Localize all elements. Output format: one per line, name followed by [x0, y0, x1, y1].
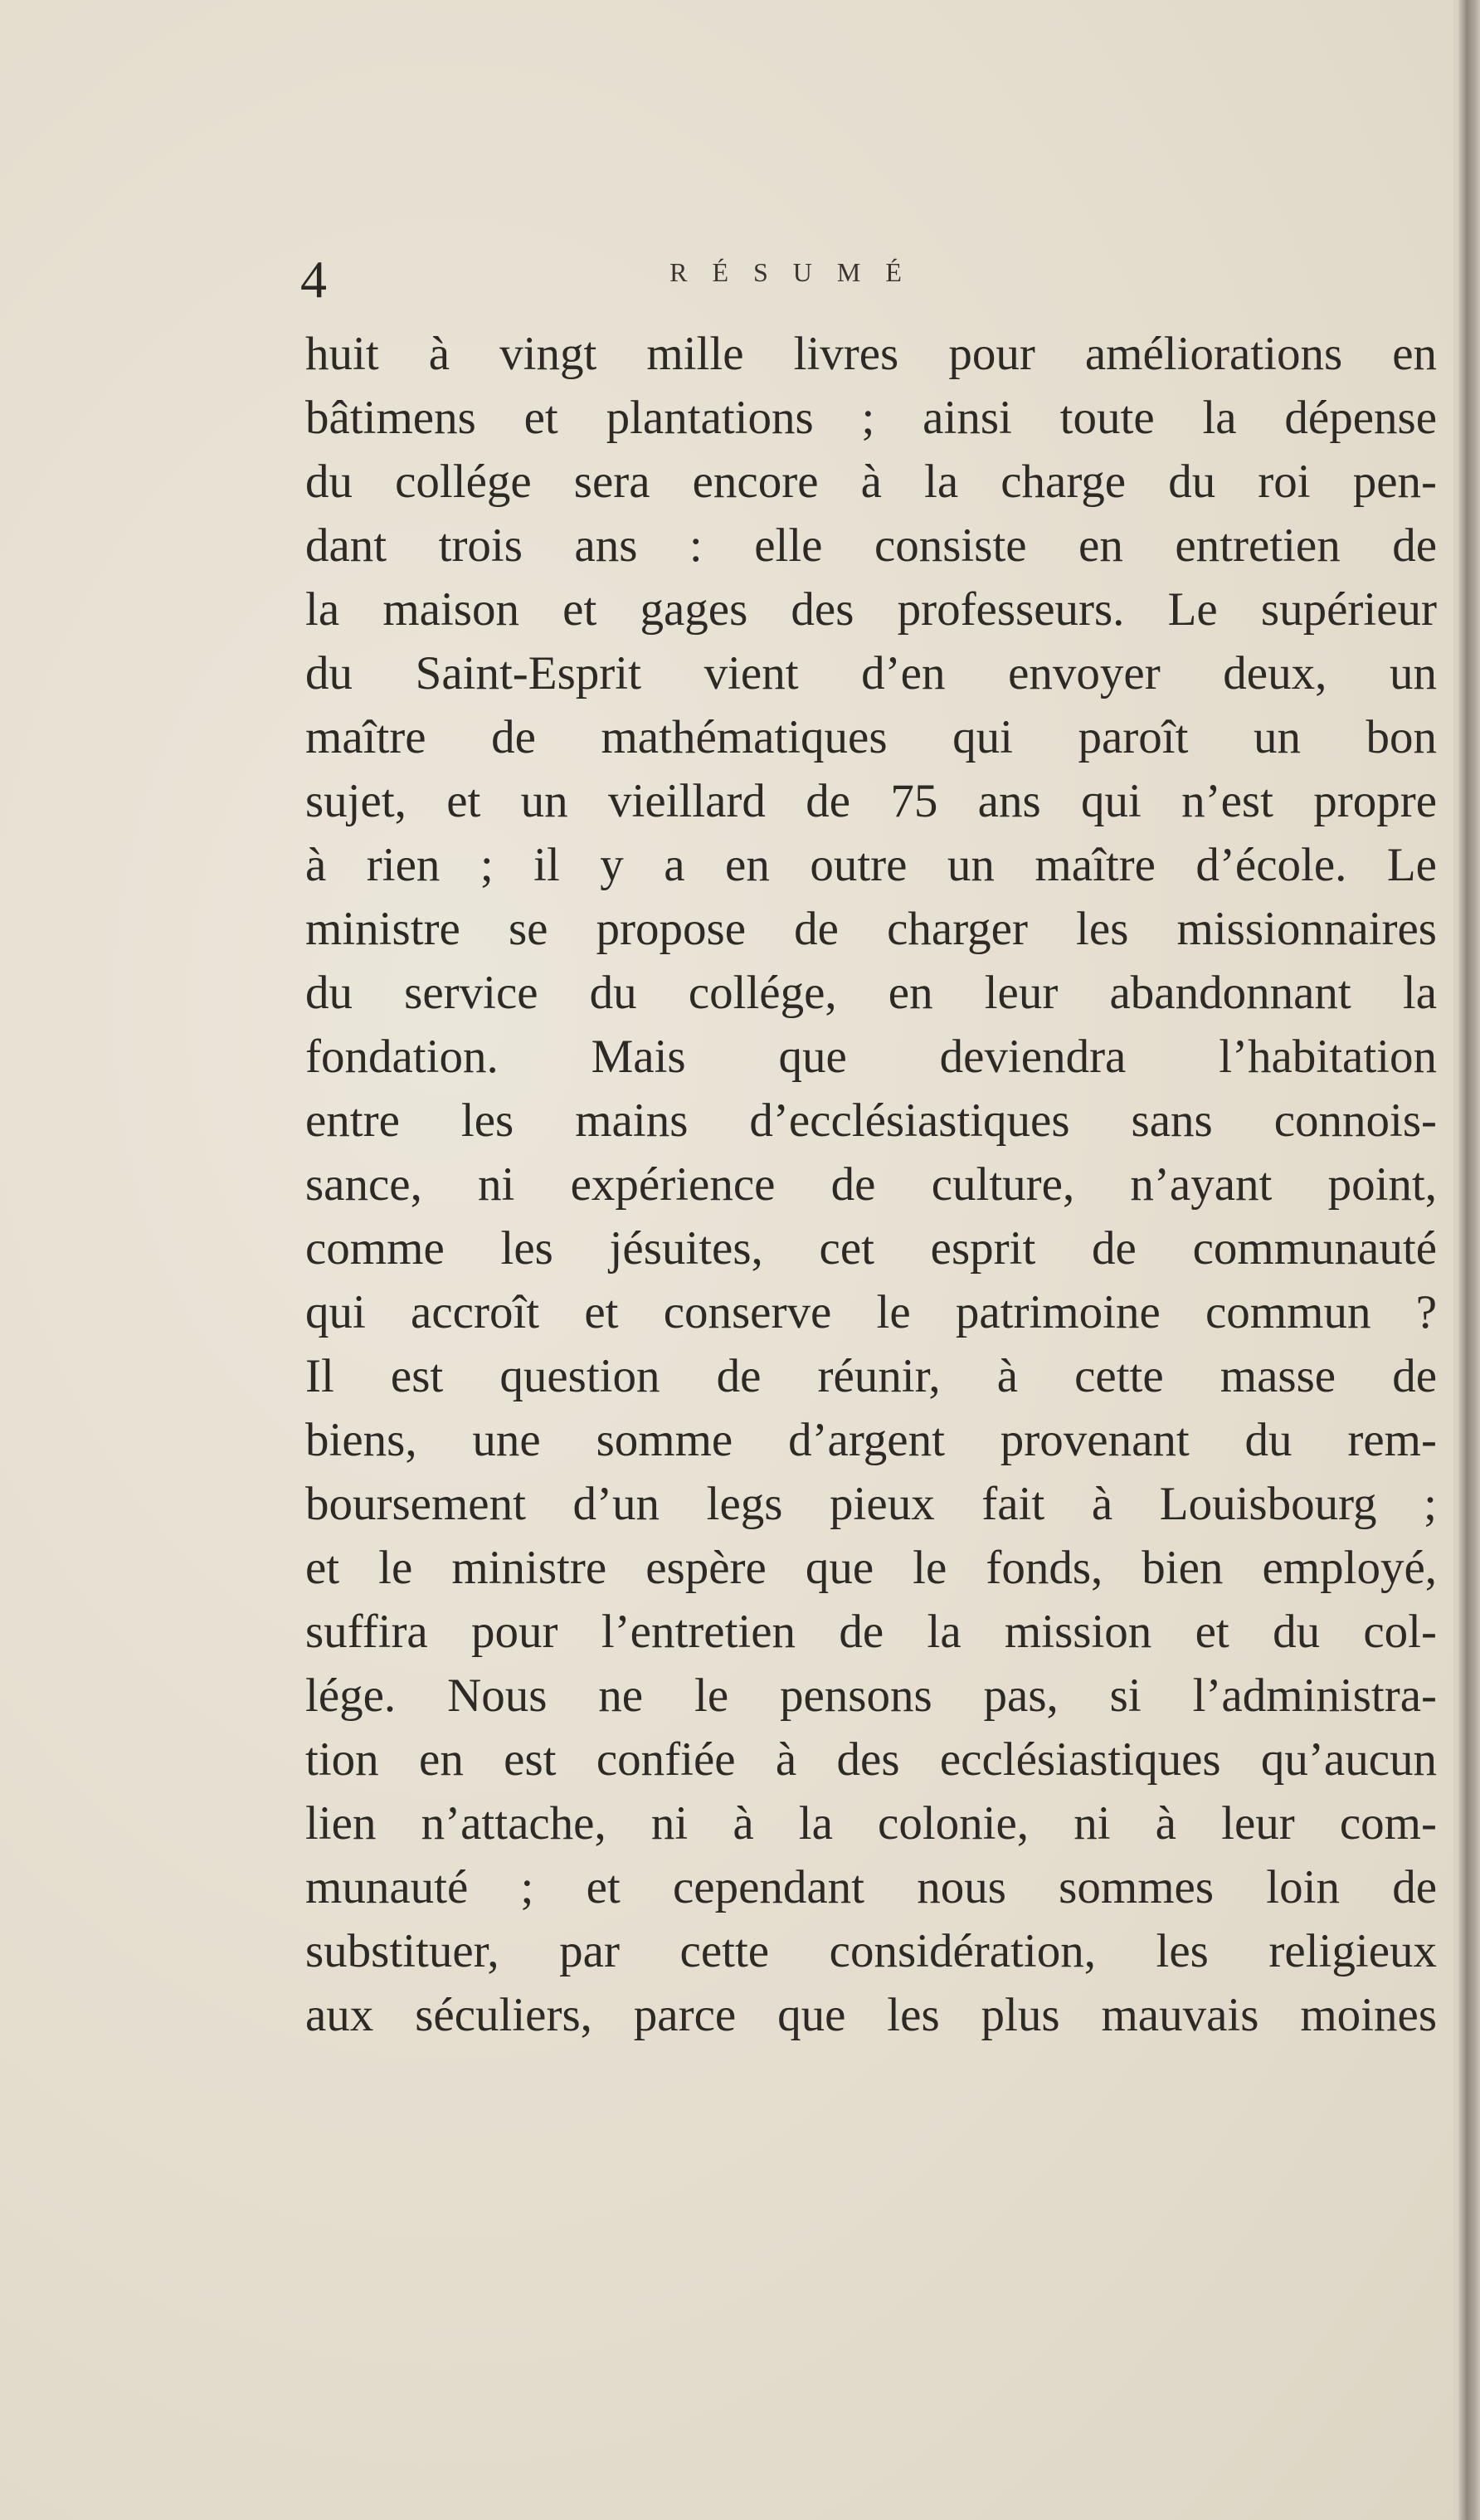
text-line: sujet, et un vieillard de 75 ans qui n’est propre — [305, 775, 1437, 827]
running-head: RÉSUMÉ — [669, 257, 927, 287]
text-line: entre les mains d’ecclésiastiques sans connois- — [305, 1094, 1437, 1147]
text-line: huit à vingt mille livres pour améliorations en — [305, 328, 1437, 380]
text-line: la maison et gages des professeurs. Le supérieur — [305, 583, 1437, 636]
text-line: du Saint-Esprit vient d’en envoyer deux, un — [305, 647, 1437, 699]
text-line: lien n’attache, ni à la colonie, ni à leur com- — [305, 1797, 1437, 1850]
page-number: 4 — [300, 250, 327, 309]
text-line: dant trois ans : elle consiste en entretien de — [305, 519, 1437, 572]
text-line: boursement d’un legs pieux fait à Louisbourg ; — [305, 1478, 1437, 1530]
text-line: bâtimens et plantations ; ainsi toute la dépense — [305, 392, 1437, 444]
text-line: biens, une somme d’argent provenant du rem- — [305, 1414, 1437, 1466]
text-line: munauté ; et cependant nous sommes loin de — [305, 1861, 1437, 1913]
text-line: qui accroît et conserve le patrimoine commun ? — [305, 1286, 1437, 1338]
body-text — [305, 322, 1437, 2047]
text-line: du service du collége, en leur abandonnant la — [305, 967, 1437, 1019]
text-line: comme les jésuites, cet esprit de communauté — [305, 1222, 1437, 1275]
text-line: substituer, par cette considération, les religieux — [305, 1925, 1437, 1977]
text-line: et le ministre espère que le fonds, bien employé, — [305, 1542, 1437, 1594]
text-line: tion en est confiée à des ecclésiastiques qu’aucun — [305, 1733, 1437, 1786]
text-line: à rien ; il y a en outre un maître d’école. Le — [305, 839, 1437, 891]
text-line: sance, ni expérience de culture, n’ayant point, — [305, 1158, 1437, 1211]
text-line: ministre se propose de charger les missionnaires — [305, 903, 1437, 955]
book-edge — [1458, 0, 1480, 2520]
text-line: lége. Nous ne le pensons pas, si l’administra- — [305, 1669, 1437, 1722]
text-line: Il est question de réunir, à cette masse de — [305, 1350, 1437, 1402]
text-line: fondation. Mais que deviendra l’habitation — [305, 1031, 1437, 1083]
text-line: suffira pour l’entretien de la mission et du col- — [305, 1606, 1437, 1658]
text-line: aux séculiers, parce que les plus mauvais moines — [305, 1989, 1437, 2041]
text-line: maître de mathématiques qui paroît un bon — [305, 711, 1437, 763]
text-line: du collége sera encore à la charge du roi pen- — [305, 456, 1437, 508]
